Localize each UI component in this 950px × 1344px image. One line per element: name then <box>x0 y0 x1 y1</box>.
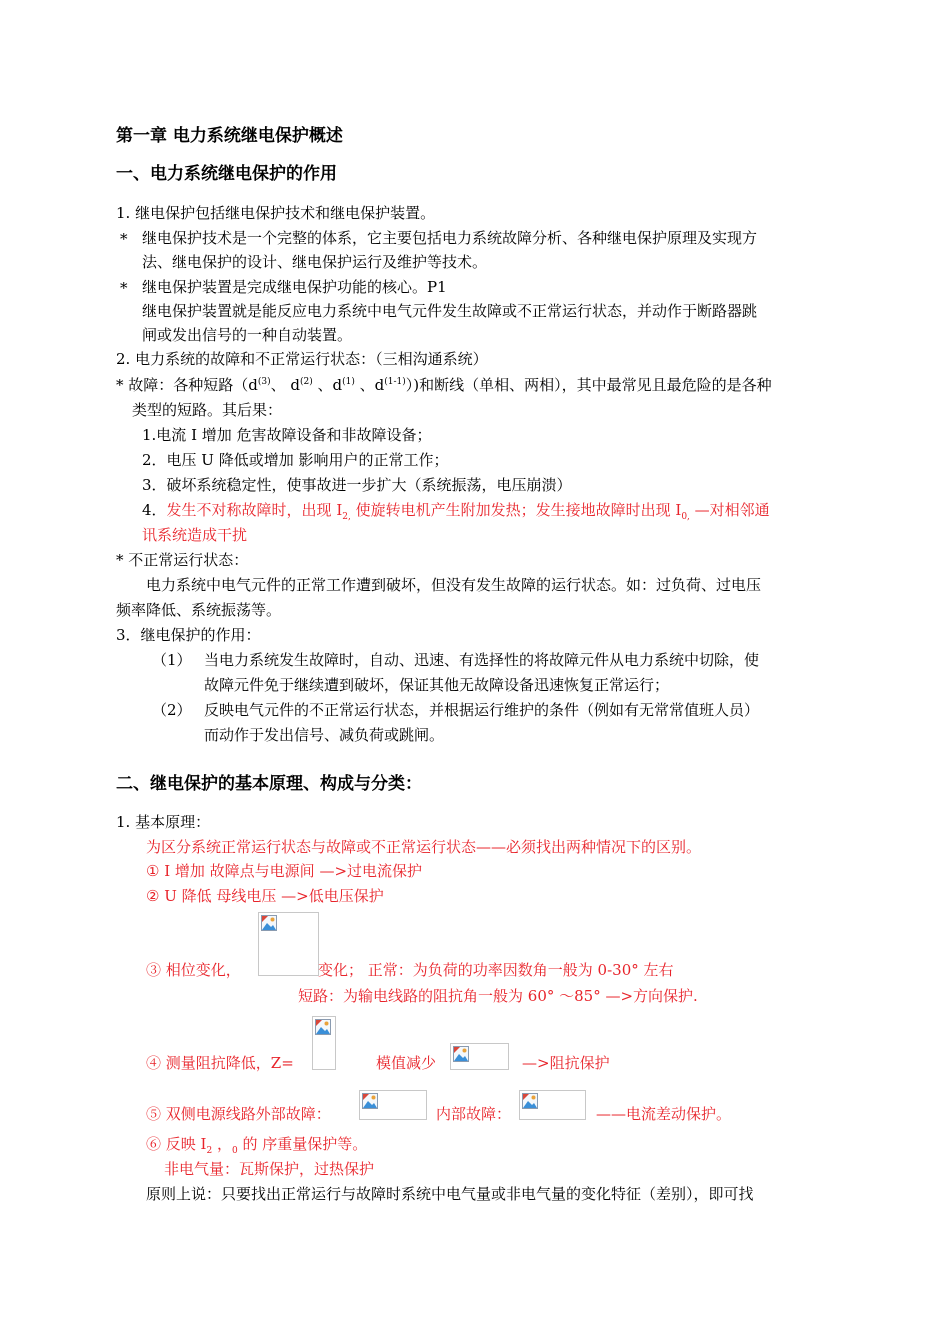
chapter-title: 第一章 电力系统继电保护概述 <box>116 126 343 146</box>
paragraph-2: 2. 电力系统的故障和不正常运行状态：（三相沟通系统） <box>116 350 488 368</box>
item-1: ① I 增加 故障点与电源间 —>过电流保护 <box>146 862 423 880</box>
abnormal-line-2: 频率降低、系统振荡等。 <box>116 601 282 619</box>
device-line-3: 闸或发出信号的一种自动装置。 <box>142 326 353 344</box>
principle-intro: 为区分系统正常运行状态与故障或不正常运行状态——必须找出两种情况下的区别。 <box>146 838 702 856</box>
item-2: ② U 降低 母线电压 —>低电压保护 <box>146 887 384 905</box>
fault-line-1: * 故障：各种短路（$d^{(3)}$、 $d^{(2)}$ 、$d^{(1)}$ 、$d^{(1-1)}$）)和断线（单相、两相），其中最常见且最危险的是各种 <box>116 376 772 394</box>
consequence-3: 3．破坏系统稳定性，使事故进一步扩大（系统振荡，电压崩溃） <box>142 476 572 494</box>
consequence-4-line-2: 讯系统造成干扰 <box>142 526 248 544</box>
section-1-title: 一、电力系统继电保护的作用 <box>116 164 337 184</box>
broken-image-icon <box>258 912 319 976</box>
role-1-line-1: 当电力系统发生故障时，自动、迅速、有选择性的将故障元件从电力系统中切除，使 <box>204 651 760 669</box>
item-3-part-1: ③ 相位变化， <box>146 961 241 979</box>
paragraph-3: 3．继电保护的作用： <box>116 626 261 644</box>
consequence-2: 2．电压 U 降低或增加 影响用户的正常工作； <box>142 451 449 469</box>
item-4-part-2: 模值减少 <box>376 1054 437 1072</box>
item-3-part-2: 变化； 正常：为负荷的功率因数角一般为 0-30° 左右 <box>318 961 674 979</box>
item-5-part-3: ——电流差动保护。 <box>596 1105 732 1123</box>
consequence-1: 1.电流 I 增加 危害故障设备和非故障设备； <box>142 426 432 444</box>
role-2-number: （2） <box>152 701 192 719</box>
broken-image-icon <box>450 1043 509 1070</box>
abnormal-title: * 不正常运行状态： <box>116 551 249 569</box>
fault-line-2: 类型的短路。其后果： <box>132 401 283 419</box>
non-electrical-line: 非电气量：瓦斯保护，过热保护 <box>164 1160 375 1178</box>
item-5-part-2: 内部故障： <box>436 1105 512 1123</box>
role-2-line-1: 反映电气元件的不正常运行状态，并根据运行维护的条件（例如有无常常值班人员） <box>204 701 760 719</box>
role-1-number: （1） <box>152 651 192 669</box>
item-3-line-2: 短路：为输电线路的阻抗角一般为 60° ～85° —>方向保护. <box>298 987 698 1005</box>
principle-summary: 原则上说：只要找出正常运行与故障时系统中电气量或非电气量的变化特征（差别），即可找 <box>146 1185 754 1203</box>
bullet-star: * <box>120 279 128 297</box>
broken-image-icon <box>519 1090 586 1120</box>
broken-image-icon <box>312 1016 336 1070</box>
role-1-line-2: 故障元件免于继续遭到破坏，保证其他无故障设备迅速恢复正常运行； <box>204 676 670 694</box>
tech-line-1: 继电保护技术是一个完整的体系，它主要包括电力系统故障分析、各种继电保护原理及实现方 <box>142 229 758 247</box>
bullet-star: * <box>120 230 128 248</box>
device-line-2: 继电保护装置就是能反应电力系统中电气元件发生故障或不正常运行状态，并动作于断路器跳 <box>142 302 758 320</box>
broken-image-icon <box>359 1090 427 1120</box>
item-6: ⑥ 反映 $I_2$ ，$_0$ 的 序重量保护等。 <box>146 1135 368 1156</box>
abnormal-line-1: 电力系统中电气元件的正常工作遭到破坏，但没有发生故障的运行状态。如：过负荷、过电压 <box>146 576 762 594</box>
device-line-1: 继电保护装置是完成继电保护功能的核心。P1 <box>142 278 447 296</box>
section-2-title: 二、继电保护的基本原理、构成与分类： <box>116 774 422 794</box>
tech-line-2: 法、继电保护的设计、继电保护运行及维护等技术。 <box>142 253 488 271</box>
item-4-part-1: ④ 测量阻抗降低，Z= <box>146 1054 294 1072</box>
basic-principle-heading: 1. 基本原理： <box>116 813 211 831</box>
role-2-line-2: 而动作于发出信号、减负荷或跳闸。 <box>204 726 445 744</box>
item-4-part-3: —>阻抗保护 <box>522 1054 610 1072</box>
paragraph-1: 1. 继电保护包括继电保护技术和继电保护装置。 <box>116 204 436 222</box>
item-5-part-1: ⑤ 双侧电源线路外部故障： <box>146 1105 331 1123</box>
consequence-4: 4．发生不对称故障时，出现 $I_{2,}$ 使旋转电机产生附加发热；发生接地故障时出现 $I_{0,}$ —对相邻通 <box>142 501 770 522</box>
